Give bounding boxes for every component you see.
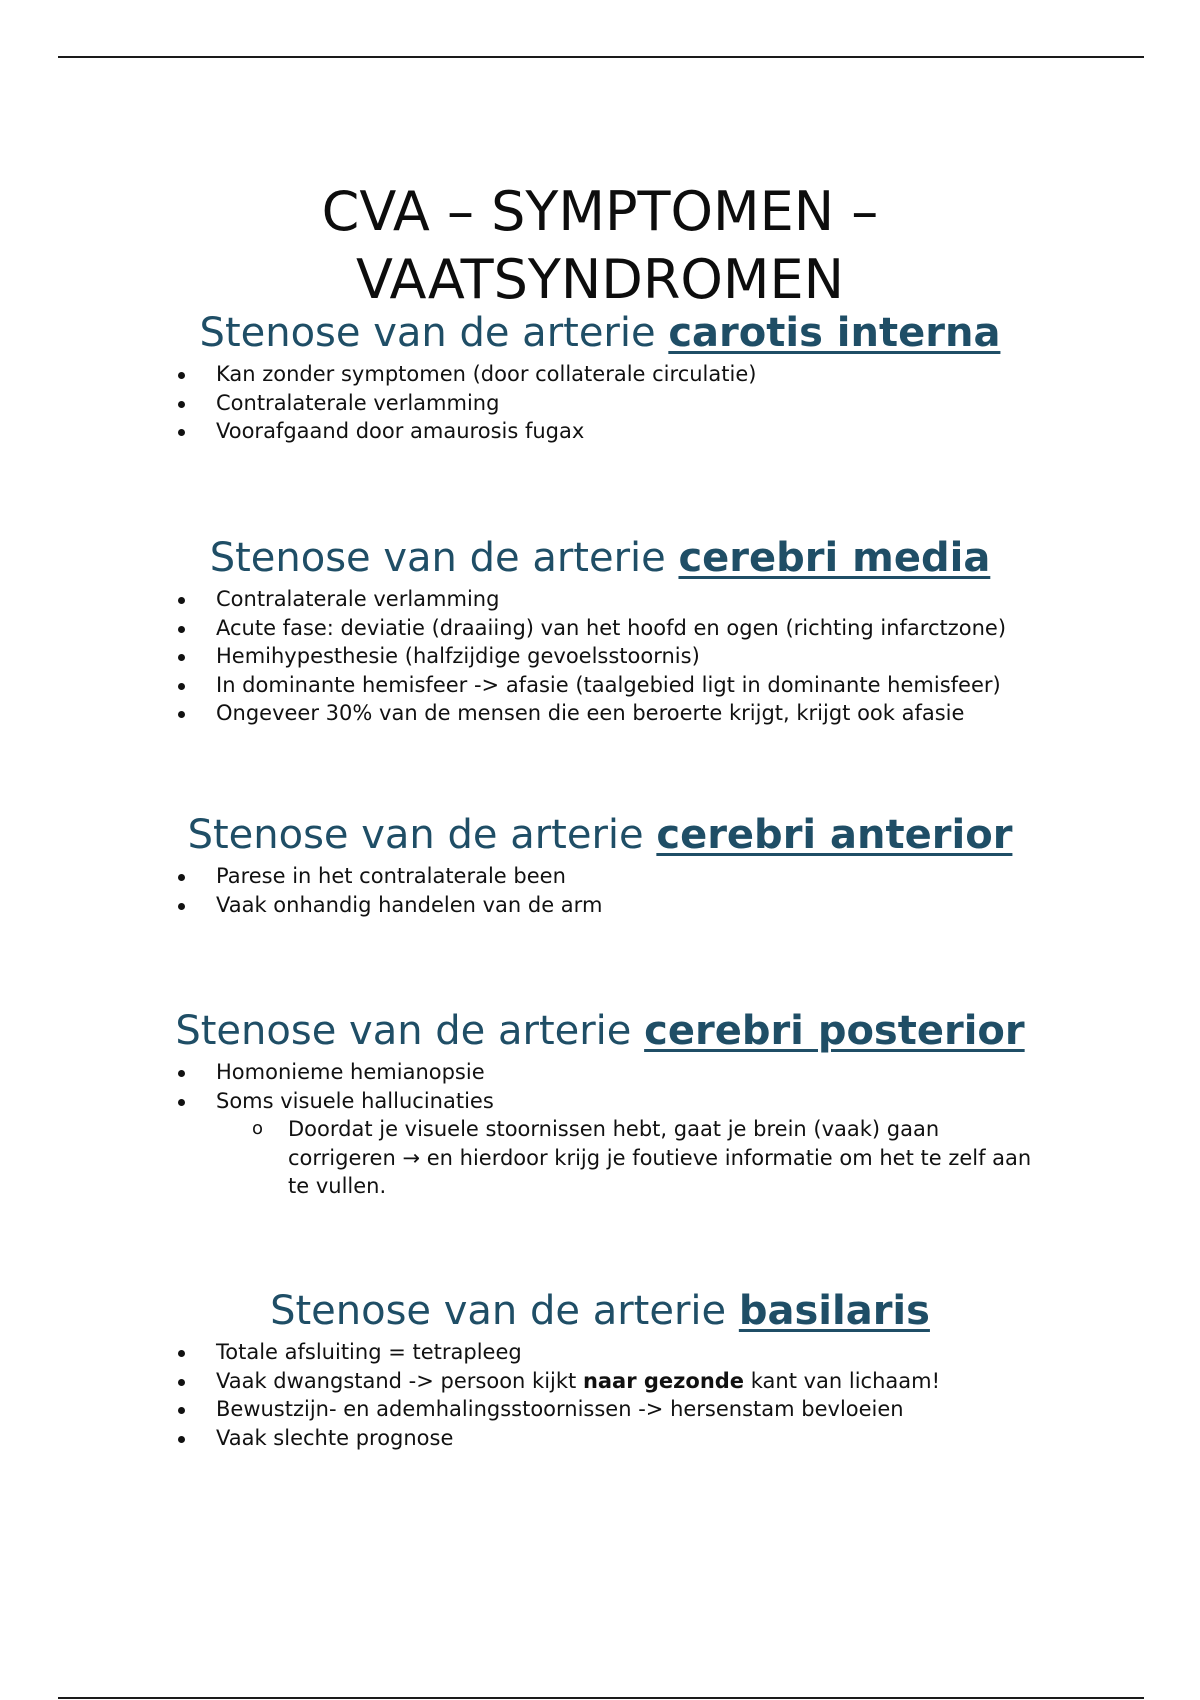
bullet-icon bbox=[178, 1070, 185, 1077]
page-title bbox=[0, 178, 1200, 314]
bullet-icon bbox=[178, 372, 185, 379]
heading-prefix: Stenose van de arterie bbox=[270, 1288, 739, 1334]
section-heading bbox=[0, 810, 1200, 860]
bullet-icon bbox=[178, 1099, 185, 1106]
heading-term: basilaris bbox=[738, 1288, 930, 1334]
section-cerebri-posterior bbox=[0, 1006, 1200, 1201]
list-item: In dominante hemisfeer -> afasie (taalgebied ligt in dominante hemisfeer) bbox=[0, 671, 1200, 700]
heading-prefix: Stenose van de arterie bbox=[175, 1008, 645, 1054]
bullet-icon bbox=[178, 711, 185, 718]
bullet-icon bbox=[178, 597, 185, 604]
heading-prefix: Stenose van de arterie bbox=[199, 310, 669, 356]
heading-prefix: Stenose van de arterie bbox=[187, 812, 657, 858]
list-item: Vaak dwangstand -> persoon kijkt naar gezonde kant van lichaam! bbox=[0, 1367, 1200, 1396]
heading-term: cerebri media bbox=[678, 535, 991, 581]
bullet-icon bbox=[178, 903, 185, 910]
section-cerebri-anterior bbox=[0, 810, 1200, 919]
list-item: Parese in het contralaterale been bbox=[0, 862, 1200, 891]
list-item: Homonieme hemianopsie bbox=[0, 1058, 1200, 1087]
list-item: Totale afsluiting = tetrapleeg bbox=[0, 1338, 1200, 1367]
bullet-list bbox=[0, 360, 1200, 446]
heading-term: cerebri anterior bbox=[656, 812, 1013, 858]
sub-bullet-icon: o bbox=[252, 1118, 264, 1139]
list-item: Soms visuele hallucinaties o Doordat je visuele stoornissen hebt, gaat je brein (vaak) gaan corrigeren → en hierdoor krijg je foutieve informatie om het te zelf aan te vullen. bbox=[0, 1087, 1200, 1201]
page-title-line-1: CVA – SYMPTOMEN – bbox=[321, 180, 879, 244]
heading-prefix: Stenose van de arterie bbox=[209, 535, 679, 581]
bullet-list bbox=[0, 862, 1200, 919]
section-heading bbox=[0, 308, 1200, 358]
section-cerebri-media bbox=[0, 533, 1200, 728]
section-heading bbox=[0, 533, 1200, 583]
bullet-icon bbox=[178, 429, 185, 436]
page-title-line-2: VAATSYNDROMEN bbox=[355, 248, 845, 312]
bullet-icon bbox=[178, 1407, 185, 1414]
list-item: Hemihypesthesie (halfzijdige gevoelsstoornis) bbox=[0, 642, 1200, 671]
list-item: Ongeveer 30% van de mensen die een beroerte krijgt, krijgt ook afasie bbox=[0, 699, 1200, 728]
bottom-rule bbox=[58, 1697, 1144, 1699]
sub-list bbox=[216, 1115, 1200, 1201]
bullet-list bbox=[0, 1058, 1200, 1201]
list-item: Contralaterale verlamming bbox=[0, 389, 1200, 418]
list-item: Contralaterale verlamming bbox=[0, 585, 1200, 614]
list-item: Vaak onhandig handelen van de arm bbox=[0, 891, 1200, 920]
section-heading bbox=[0, 1006, 1200, 1056]
emphasis-text: naar gezonde bbox=[582, 1368, 745, 1393]
bullet-icon bbox=[178, 1350, 185, 1357]
section-basilaris bbox=[0, 1286, 1200, 1452]
heading-term: carotis interna bbox=[668, 310, 1001, 356]
bullet-icon bbox=[178, 683, 185, 690]
sub-list-item: o Doordat je visuele stoornissen hebt, gaat je brein (vaak) gaan corrigeren → en hierdoor krijg je foutieve informatie om het te zelf aan te vullen. bbox=[252, 1117, 1032, 1198]
bullet-list bbox=[0, 1338, 1200, 1452]
list-item: Vaak slechte prognose bbox=[0, 1424, 1200, 1453]
list-item: Bewustzijn- en ademhalingsstoornissen -> hersenstam bevloeien bbox=[0, 1395, 1200, 1424]
bullet-icon bbox=[178, 626, 185, 633]
heading-term: cerebri posterior bbox=[644, 1008, 1025, 1054]
bullet-icon bbox=[178, 874, 185, 881]
list-item: Voorafgaand door amaurosis fugax bbox=[0, 417, 1200, 446]
section-carotis-interna bbox=[0, 308, 1200, 446]
section-heading bbox=[0, 1286, 1200, 1336]
list-item: Acute fase: deviatie (draaiing) van het hoofd en ogen (richting infarctzone) bbox=[0, 614, 1200, 643]
bullet-icon bbox=[178, 401, 185, 408]
top-rule bbox=[58, 56, 1144, 58]
list-item: Kan zonder symptomen (door collaterale circulatie) bbox=[0, 360, 1200, 389]
bullet-icon bbox=[178, 1379, 185, 1386]
bullet-icon bbox=[178, 1436, 185, 1443]
bullet-icon bbox=[178, 654, 185, 661]
bullet-list bbox=[0, 585, 1200, 728]
